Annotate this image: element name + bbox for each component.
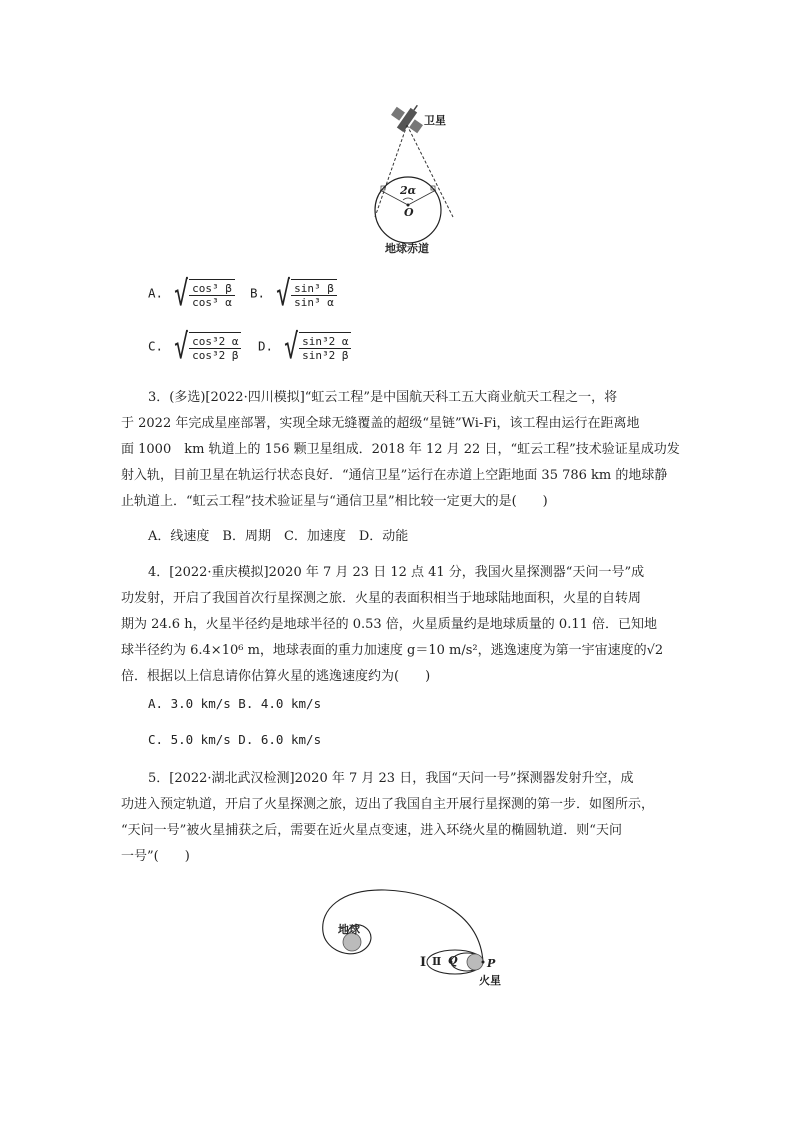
q3-line-1: 3．(多选)[2022·四川模拟]“虹云工程”是中国航天科工五大商业航天工程之一，将 [148, 390, 618, 405]
orbit-I-label: Ⅰ [420, 955, 427, 970]
q4-line-4: 球半径约为 6.4×10⁶ m，地球表面的重力加速度 g＝10 m/s²，逃逸速度为第一宇宙速度的√2 [121, 643, 664, 658]
mars-dot [467, 954, 483, 970]
q3-line-3: 面 1000 km 轨道上的 156 颗卫星组成．2018 年 12 月 22 日，“虹云工程”技术验证星成功发 [121, 442, 680, 457]
q3-line-4: 射入轨，目前卫星在轨运行状态良好．“通信卫星”运行在赤道上空距地面 35 786 km 的地球静 [121, 468, 668, 483]
q5-line-1: 5．[2022·湖北武汉检测]2020 年 7 月 23 日，我国“天问一号”探测器发射升空，成 [148, 771, 634, 786]
q4-line-3: 期为 24.6 h，火星半径约是地球半径的 0.53 倍，火星质量约是地球质量的 0.11 倍．已知地 [121, 617, 658, 632]
q2-option-a: A. √ $\frac{\text{cos³ β}}{\text{cos³ α}}$ [148, 277, 235, 311]
q4-line-5: 倍．根据以上信息请你估算火星的逃逸速度约为( ) [121, 669, 431, 684]
satellite-label: 卫星 [424, 114, 446, 127]
q5-line-2: 功进入预定轨道，开启了火星探测之旅，迈出了我国自主开展行星探测的第一步．如图所示， [121, 797, 655, 812]
q3-options: A．线速度 B．周期 C．加速度 D．动能 [148, 529, 409, 544]
q4-options-row-1: A. 3.0 km/s B. 4.0 km/s [148, 696, 322, 711]
point-Q-label: Q [448, 954, 458, 967]
q5-line-3: “天问一号”被火星捕获之后，需要在近火星点变速，进入环绕火星的椭圆轨道．则“天问 [121, 823, 622, 838]
q2-option-c: C. √ $\frac{\text{cos³2 α}}{\text{cos³2 β}}$ [148, 330, 241, 364]
equator-label: 地球赤道 [385, 242, 429, 255]
q2-option-d: D. √ $\frac{\text{sin³2 α}}{\text{sin³2 β}}$ [258, 330, 351, 364]
q2-option-b: B. √ $\frac{\text{sin³ β}}{\text{sin³ α}}$ [250, 277, 337, 311]
q4-line-1: 4．[2022·重庆模拟]2020 年 7 月 23 日 12 点 41 分，我国火星探测器“天问一号”成 [148, 565, 645, 580]
q3-line-2: 于 2022 年完成星座部署，实现全球无缝覆盖的超级“星链”Wi-Fi，该工程由运行在距离地 [121, 416, 640, 431]
mars-label: 火星 [479, 974, 501, 987]
point-P-label: P [487, 957, 496, 970]
angle-label: 2α [400, 184, 417, 197]
q4-options-row-2: C. 5.0 km/s D. 6.0 km/s [148, 732, 322, 747]
orbit-II-label: Ⅱ [432, 955, 442, 968]
q4-line-2: 功发射，开启了我国首次行星探测之旅．火星的表面积相当于地球陆地面积，火星的自转周 [121, 591, 642, 606]
earth-label: 地球 [338, 923, 360, 936]
center-label: O [404, 206, 414, 219]
satellite-figure [360, 95, 470, 255]
q3-line-5: 止轨道上．“虹云工程”技术验证星与“通信卫星”相比较一定更大的是( ) [121, 494, 548, 509]
q5-line-4: 一号”( ) [121, 849, 190, 864]
